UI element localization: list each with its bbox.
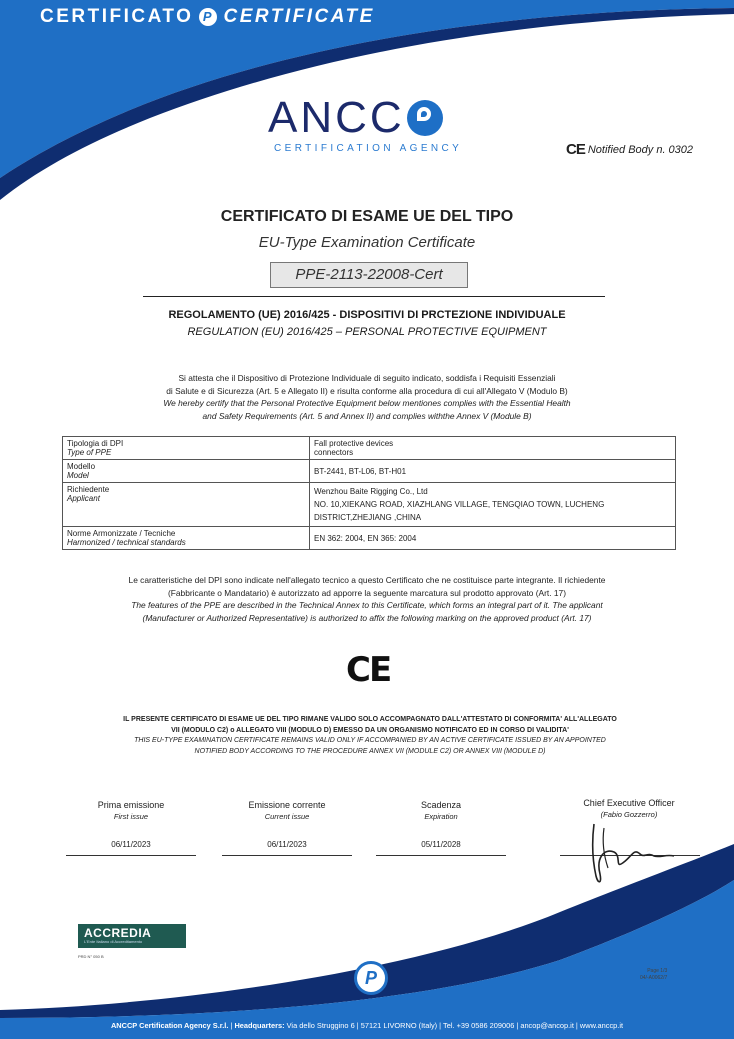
first-issue-date: 06/11/2023 — [111, 840, 151, 849]
ce-mark-small-icon: CE — [566, 141, 585, 158]
regulation-en: REGULATION (EU) 2016/425 – PERSONAL PROTECTIVE EQUIPMENT — [187, 326, 547, 338]
notified-body — [566, 141, 693, 158]
header-certificate: CERTIFICATE — [223, 6, 375, 27]
page-info: Page 1/3 04/-A0062/7 — [640, 968, 668, 981]
table-row: Norme Armonizzate / Tecniche Harmonized / technical standards EN 362: 2004, EN 365: 2004 — [63, 527, 676, 550]
header-title — [40, 6, 375, 28]
brand-name: ANCC — [268, 93, 405, 142]
attestation-paragraph: Si attesta che il Dispositivo di Protezione Individuale di seguito indicato, soddisfa i Requisiti Essenziali di Salute e di Sicurezza (Art. 5 e Allegato II) e risulta conforme alla procedura di cui all'Allegato V (Modulo B) We hereby certify that the Personal Protective Equipment below mentiones complies with the Essential Health and Safety Requirements (Art. 5 and Annex II) and complies withthe Annex V (Module B) — [163, 373, 571, 421]
current-issue-date: 06/11/2023 — [267, 840, 307, 849]
regulation-it: REGOLAMENTO (UE) 2016/425 - DISPOSITIVI DI PRCTEZIONE INDIVIDUALE — [168, 309, 566, 321]
notified-body-text: Notified Body n. 0302 — [587, 143, 694, 156]
brand-logo — [268, 93, 478, 154]
table-row: Richiedente Applicant Wenzhou Baite Rigging Co., Ltd NO. 10,XIEKANG ROAD, XIAZHLANG VILLAGE, TENGQIAO TOWN, LUCHENG DISTRICT,ZHEJIANG ,CHINA — [63, 483, 676, 527]
certificate-number: PPE-2113-22008-Cert — [270, 262, 468, 288]
table-row: Modello Model BT-2441, BT-L06, BT-H01 — [63, 460, 676, 483]
brand-p-icon — [407, 100, 443, 136]
ce-mark-icon: CE — [346, 650, 391, 690]
features-paragraph: Le caratteristiche del DPI sono indicate nell'allegato tecnico a questo Certificato che ne costituisce parte integrante. Il richiedente (Fabbricante o Mandatario) è autorizzato ad apporre la seguente marcatura sul prodotto approvato (Art. 17) The features of the PPE are described in the Technical Annex to this Certificate, which forms an integral part of it. The applicant (Manufacturer or Authorized Representative) is authorized to affix the following marking on the approved product (Art. 17) — [128, 575, 606, 623]
ppe-info-table — [62, 436, 676, 550]
divider — [143, 296, 605, 297]
first-issue: Prima emissione First issue 06/11/2023 — [71, 800, 191, 821]
expiration-date: 05/11/2028 — [421, 840, 461, 849]
page-subtitle: EU-Type Examination Certificate — [258, 234, 476, 251]
ceo-block: Chief Executive Officer (Fabio Gozzerro) — [583, 798, 675, 819]
table-row: Tipologia di DPI Type of PPE Fall protective devices connectors — [63, 437, 676, 460]
header-certificato: CERTIFICATO — [40, 6, 194, 27]
ancop-footer-logo-icon: P — [354, 961, 388, 995]
expiration: Scadenza Expiration 05/11/2028 — [381, 800, 501, 821]
current-issue: Emissione corrente Current issue 06/11/2023 — [227, 800, 347, 821]
ancop-logo-icon: P — [199, 8, 217, 26]
page-title: CERTIFICATO DI ESAME UE DEL TIPO — [220, 208, 514, 225]
validity-paragraph: IL PRESENTE CERTIFICATO DI ESAME UE DEL TIPO RIMANE VALIDO SOLO ACCOMPAGNATO DALL'ATTESTATO DI CONFORMITA' ALL'ALLEGATO VII (MODULO C2) o ALLEGATO VIII (MODULO D) EMESSO DA UN ORGANISMO NOTIFICATO ED IN CORSO DI VALIDITA' THIS EU-TYPE EXAMINATION CERTIFICATE REMAINS VALID ONLY IF ACCOMPANIED BY AN ACTIVE CERTIFICATE ISSUED BY AN APPOINTED NOTIFIED BODY ACCORDING TO THE PROCEDURE ANNEX VII (MODULE C2) OR ANNEX VIII (MODULE D) — [123, 716, 617, 755]
accredia-code: PRD N° 050 B — [78, 954, 104, 959]
brand-tagline: CERTIFICATION AGENCY — [274, 143, 463, 154]
footer-contact: ANCCP Certification Agency S.r.l. | Headquarters: Via dello Struggino 6 | 57121 LIVORNO (Italy) | Tel. +39 0586 209006 | ancop@ancop.it | www.anccp.it — [110, 1021, 624, 1030]
accredia-logo: ACCREDIA L'Ente Italiano di Accreditamento — [78, 924, 186, 948]
